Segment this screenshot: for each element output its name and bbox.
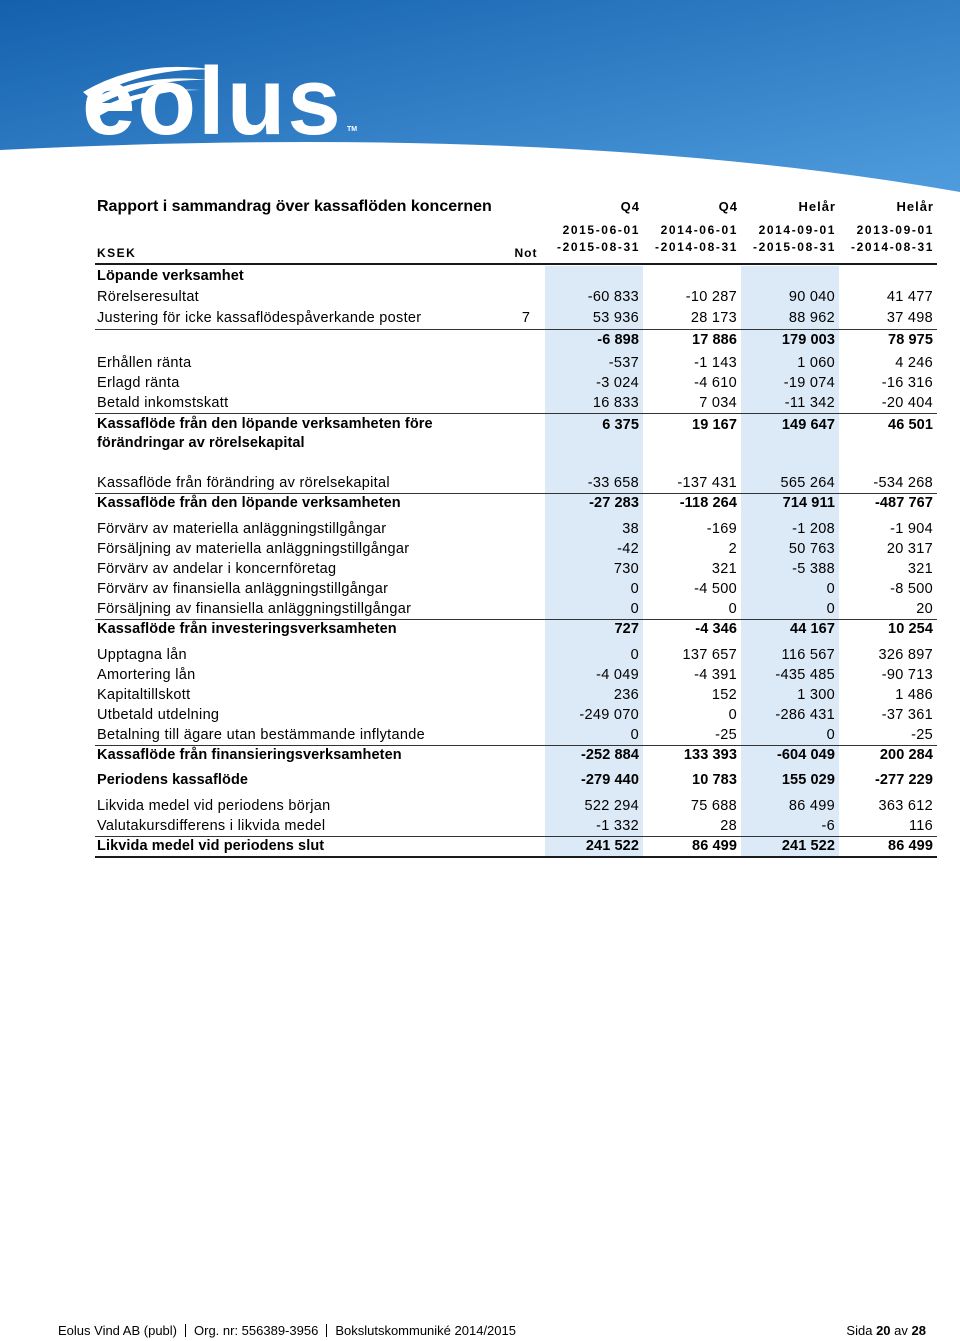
value-cell: 0 (630, 581, 639, 597)
row-label: Förvärv av materiella anläggningstillgångar (97, 521, 387, 537)
value-cell: 86 499 (788, 798, 835, 814)
value-cell: -4 049 (596, 667, 639, 683)
table-section (95, 796, 937, 858)
row-label: Rörelseresultat (97, 289, 200, 305)
note-ref (507, 665, 545, 685)
value-cell: 90 040 (788, 289, 835, 305)
value-cell: 37 498 (886, 310, 933, 326)
table-header (95, 193, 937, 265)
value-cell: 727 (614, 621, 639, 637)
value-cell: 116 (908, 818, 933, 834)
footer-company: Eolus Vind AB (publ) (58, 1323, 177, 1338)
table-section (95, 519, 937, 639)
note-ref (507, 330, 545, 350)
value-cell: -487 767 (874, 495, 933, 511)
value-cell: -279 440 (580, 772, 639, 788)
column-date-to: -2014-08-31 (851, 240, 934, 254)
value-cell: -1 332 (596, 818, 639, 834)
note-ref (507, 473, 545, 493)
value-cell: 44 167 (790, 621, 835, 637)
column-date-from: 2014-06-01 (660, 223, 738, 237)
value-cell: 522 294 (584, 798, 639, 814)
value-cell: 53 936 (592, 310, 639, 326)
value-cell: -33 658 (587, 475, 639, 491)
value-cell: 149 647 (781, 417, 835, 433)
table-row (95, 816, 937, 836)
note-ref (507, 494, 545, 513)
table-row (95, 725, 937, 745)
table-row (95, 559, 937, 579)
value-cell: 41 477 (886, 289, 933, 305)
value-cell: 4 246 (895, 355, 933, 371)
table-row (95, 393, 937, 413)
value-cell: -37 361 (881, 707, 933, 723)
value-cell: 363 612 (878, 798, 933, 814)
note-ref (507, 287, 545, 308)
note-ref (507, 837, 545, 856)
table-row (95, 473, 937, 493)
table-row (95, 308, 937, 329)
of-word: av (894, 1323, 908, 1338)
footer-document-title: Bokslutskommuniké 2014/2015 (335, 1323, 516, 1338)
value-cell: 0 (826, 727, 835, 743)
row-label: Kassaflöde från finansieringsverksamheten (97, 747, 402, 763)
row-label: Kassaflöde från den löpande verksamheten (97, 495, 401, 511)
row-label: Kassaflöde från förändring av rörelsekapital (97, 475, 390, 491)
value-cell: -534 268 (873, 475, 933, 491)
table-section (95, 645, 937, 765)
column-date-from: 2014-09-01 (758, 223, 836, 237)
value-cell: -5 388 (792, 561, 835, 577)
subtotal-row (95, 493, 937, 513)
value-cell: 730 (613, 561, 639, 577)
subtotal-row (95, 413, 937, 450)
value-cell: 86 499 (888, 838, 933, 854)
value-cell: 38 (622, 521, 639, 537)
table-row (95, 599, 937, 619)
value-cell: 16 833 (592, 395, 639, 411)
value-cell: -25 (911, 727, 933, 743)
footer-org-number: Org. nr: 556389-3956 (194, 1323, 319, 1338)
value-cell: -25 (715, 727, 737, 743)
value-cell: -1 904 (890, 521, 933, 537)
column-date-to: -2015-08-31 (753, 240, 836, 254)
note-column-header: Not (514, 246, 538, 260)
eolus-logo (82, 48, 357, 155)
row-label: Likvida medel vid periodens början (97, 798, 331, 814)
table-row (95, 796, 937, 816)
footer-separator (185, 1324, 186, 1337)
note-ref (507, 725, 545, 745)
subtotal-row (95, 329, 937, 350)
unit-label: KSEK (97, 246, 137, 260)
table-row (95, 645, 937, 665)
value-cell: 0 (630, 647, 639, 663)
value-cell: -249 070 (579, 707, 639, 723)
value-cell: 19 167 (692, 417, 737, 433)
value-cell: -137 431 (677, 475, 737, 491)
row-label: Försäljning av materiella anläggningstillgångar (97, 541, 410, 557)
value-cell: -169 (706, 521, 737, 537)
row-label: Kapitaltillskott (97, 687, 191, 703)
value-cell: 179 003 (781, 332, 835, 348)
value-cell: 200 284 (879, 747, 933, 763)
value-cell: -4 391 (694, 667, 737, 683)
value-cell: -118 264 (679, 495, 737, 511)
column-period-label: Q4 (718, 199, 738, 214)
value-cell: -3 024 (596, 375, 639, 391)
column-date-to: -2014-08-31 (655, 240, 738, 254)
value-cell: 0 (728, 601, 737, 617)
note-ref: 7 (521, 310, 531, 326)
note-ref (507, 599, 545, 619)
column-period-label: Q4 (620, 199, 640, 214)
table-row (95, 665, 937, 685)
value-cell: 321 (907, 561, 933, 577)
value-cell: 28 (720, 818, 737, 834)
logo-trademark: TM (347, 126, 358, 133)
value-cell: -4 500 (694, 581, 737, 597)
value-cell: 714 911 (782, 495, 835, 511)
value-cell: 28 173 (690, 310, 737, 326)
note-ref (507, 519, 545, 539)
total-pages: 28 (911, 1323, 926, 1338)
row-label: Likvida medel vid periodens slut (97, 838, 325, 854)
subtotal-row (95, 770, 937, 790)
value-cell: 0 (826, 581, 835, 597)
value-cell: -537 (608, 355, 639, 371)
value-cell: 17 886 (692, 332, 737, 348)
value-cell: -16 316 (881, 375, 933, 391)
note-ref (507, 393, 545, 413)
table-row (95, 519, 937, 539)
value-cell: 116 567 (781, 647, 835, 663)
value-cell: -19 074 (783, 375, 835, 391)
value-cell: 0 (630, 601, 639, 617)
note-ref (507, 353, 545, 373)
value-cell: -4 346 (695, 621, 737, 637)
value-cell: 0 (826, 601, 835, 617)
row-label: Amortering lån (97, 667, 196, 683)
note-ref (507, 816, 545, 836)
value-cell: -252 884 (580, 747, 639, 763)
header-banner (0, 0, 960, 200)
value-cell: 78 975 (888, 332, 933, 348)
table-section (95, 770, 937, 790)
value-cell: -277 229 (874, 772, 933, 788)
value-cell: 7 034 (699, 395, 737, 411)
value-cell: 1 060 (797, 355, 835, 371)
current-page: 20 (876, 1323, 891, 1338)
value-cell: 88 962 (788, 310, 835, 326)
value-cell: 50 763 (788, 541, 835, 557)
column-date-from: 2015-06-01 (562, 223, 640, 237)
value-cell: 241 522 (781, 838, 835, 854)
row-label: Förvärv av andelar i koncernföretag (97, 561, 337, 577)
row-label: Kassaflöde från den löpande verksamheten före förändringar av rörelsekapital (97, 416, 433, 450)
value-cell: 20 317 (886, 541, 933, 557)
table-body (95, 266, 937, 858)
row-label: Erlagd ränta (97, 375, 180, 391)
table-section (95, 266, 937, 350)
cash-flow-table (95, 193, 937, 858)
row-label: Betalning till ägare utan bestämmande inflytande (97, 727, 425, 743)
value-cell: -6 898 (597, 332, 639, 348)
value-cell: -1 143 (694, 355, 737, 371)
note-ref (507, 746, 545, 765)
note-ref (507, 796, 545, 816)
value-cell: -11 342 (784, 395, 835, 411)
note-ref (507, 645, 545, 665)
row-label: Betald inkomstskatt (97, 395, 229, 411)
value-cell: 155 029 (781, 772, 835, 788)
column-period-label: Helår (798, 199, 836, 214)
section-heading-row (95, 266, 937, 287)
value-cell: 137 657 (682, 647, 737, 663)
value-cell: -10 287 (685, 289, 737, 305)
value-cell: -8 500 (890, 581, 933, 597)
value-cell: 236 (613, 687, 639, 703)
subtotal-row (95, 619, 937, 639)
table-row (95, 685, 937, 705)
value-cell: 241 522 (585, 838, 639, 854)
row-label: Periodens kassaflöde (97, 772, 249, 788)
table-row (95, 705, 937, 725)
value-cell: 10 783 (692, 772, 737, 788)
value-cell: 2 (728, 541, 737, 557)
value-cell: 0 (630, 727, 639, 743)
note-ref (507, 559, 545, 579)
column-date-from: 2013-09-01 (856, 223, 934, 237)
row-label: Förvärv av finansiella anläggningstillgångar (97, 581, 389, 597)
value-cell: -42 (617, 541, 639, 557)
table-section (95, 473, 937, 513)
table-sections (95, 266, 937, 858)
value-cell: 321 (711, 561, 737, 577)
row-label: Kassaflöde från investeringsverksamheten (97, 621, 397, 637)
value-cell: -20 404 (881, 395, 933, 411)
footer-page-number (846, 1323, 926, 1339)
table-row (95, 539, 937, 559)
row-label: Erhållen ränta (97, 355, 192, 371)
value-cell: -604 049 (776, 747, 835, 763)
row-label: Löpande verksamhet (97, 268, 244, 284)
column-period-label: Helår (896, 199, 934, 214)
value-cell: 326 897 (878, 647, 933, 663)
value-cell: 6 375 (602, 417, 639, 433)
note-ref (507, 705, 545, 725)
note-ref (507, 373, 545, 393)
value-cell: 86 499 (692, 838, 737, 854)
column-date-to: -2015-08-31 (557, 240, 640, 254)
value-cell: -90 713 (881, 667, 933, 683)
footer-separator (326, 1324, 327, 1337)
table-row (95, 373, 937, 393)
value-cell: 1 300 (797, 687, 835, 703)
value-cell: 0 (728, 707, 737, 723)
row-label: Utbetald utdelning (97, 707, 220, 723)
table-section (95, 353, 937, 450)
value-cell: -1 208 (792, 521, 835, 537)
table-row (95, 579, 937, 599)
note-ref (507, 539, 545, 559)
value-cell: -60 833 (587, 289, 639, 305)
note-ref (507, 770, 545, 790)
page-footer (0, 1323, 960, 1339)
row-label: Valutakursdifferens i likvida medel (97, 818, 326, 834)
page-word: Sida (846, 1323, 873, 1338)
value-cell: -6 (821, 818, 835, 834)
note-ref (507, 685, 545, 705)
table-row (95, 287, 937, 308)
footer-left (58, 1323, 516, 1339)
note-ref (507, 579, 545, 599)
subtotal-row (95, 745, 937, 765)
value-cell: -286 431 (775, 707, 835, 723)
value-cell: 20 (916, 601, 933, 617)
value-cell: -4 610 (694, 375, 737, 391)
logo-wordmark: eolus (82, 48, 343, 155)
value-cell: 75 688 (690, 798, 737, 814)
row-label: Upptagna lån (97, 647, 187, 663)
row-label: Justering för icke kassaflödespåverkande poster (97, 310, 422, 326)
value-cell: 133 393 (683, 747, 737, 763)
subtotal-row (95, 836, 937, 858)
note-ref (507, 620, 545, 639)
row-label (95, 330, 507, 350)
value-cell: 46 501 (888, 417, 933, 433)
table-title: Rapport i sammandrag över kassaflöden koncernen (97, 198, 492, 215)
value-cell: 1 486 (895, 687, 933, 703)
value-cell: 152 (711, 687, 737, 703)
value-cell: 10 254 (888, 621, 933, 637)
value-cell: 565 264 (780, 475, 835, 491)
value-cell: -435 485 (775, 667, 835, 683)
value-cell: -27 283 (589, 495, 639, 511)
row-label: Försäljning av finansiella anläggningstillgångar (97, 601, 412, 617)
table-row (95, 353, 937, 373)
